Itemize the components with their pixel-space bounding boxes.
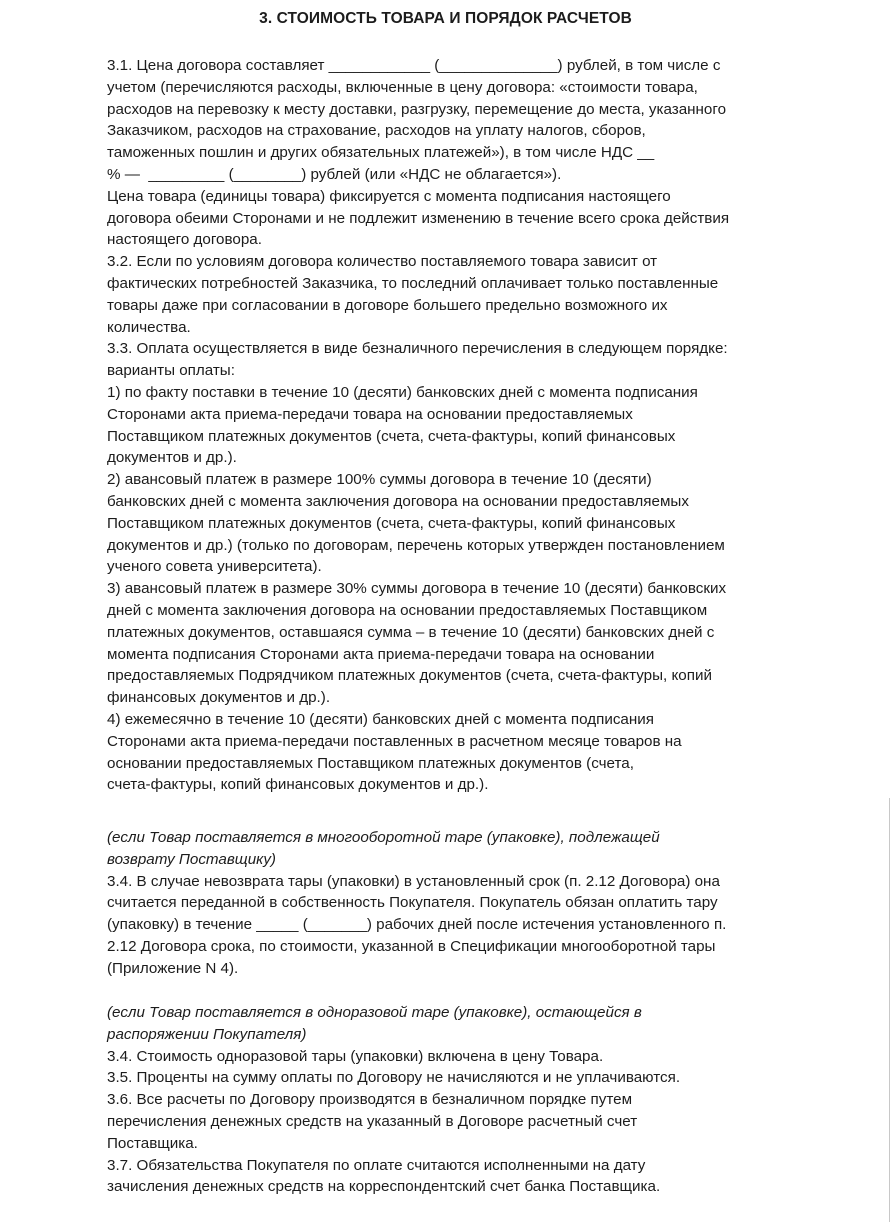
text-line: 3.1. Цена договора составляет ____________ (______________) рублей, в том числе с	[107, 57, 721, 74]
text-line: предоставляемых Подрядчиком платежных документов (счета, счета-фактуры, копий	[107, 667, 712, 685]
text-line: финансовых документов и др.).	[107, 689, 331, 707]
section-main	[107, 55, 787, 796]
text-line: Поставщиком платежных документов (счета, счета-фактуры, копий финансовых	[107, 514, 676, 532]
text-line: расходов на перевозку к месту доставки, разгрузку, перемещение до места, указанного	[107, 100, 727, 118]
text-line: банковских дней с момента заключения договора на основании предоставляемых	[107, 492, 689, 510]
text-line: Заказчиком, расходов на страхование, расходов на уплату налогов, сборов,	[107, 122, 646, 140]
text-line: 3.3. Оплата осуществляется в виде безналичного перечисления в следующем порядке:	[107, 340, 728, 358]
text-line: перечисления денежных средств на указанный в Договоре расчетный счет	[107, 1112, 638, 1130]
text-line: Поставщиком платежных документов (счета, счета-фактуры, копий финансовых	[107, 427, 676, 445]
text-line: (упаковку) в течение _____ (_______) рабочих дней после истечения установленного п.	[107, 916, 727, 934]
text-line: документов и др.).	[107, 449, 237, 467]
text-line: момента подписания Сторонами акта приема-передачи товара на основании	[107, 645, 655, 663]
text-line: считается переданной в собственность Покупателя. Покупатель обязан оплатить тару	[107, 894, 718, 912]
text-line: учетом (перечисляются расходы, включенные в цену договора: «стоимости товара,	[107, 78, 698, 96]
text-line: 2) авансовый платеж в размере 100% суммы договора в течение 10 (десяти)	[107, 471, 652, 489]
text-line: 2.12 Договора срока, по стоимости, указанной в Спецификации многооборотной тары	[107, 937, 716, 955]
text-line: Поставщика.	[107, 1134, 198, 1152]
page-edge-divider	[889, 798, 890, 1222]
text-line: 4) ежемесячно в течение 10 (десяти) банковских дней с момента подписания	[107, 710, 654, 728]
conditional-note: возврату Поставщику)	[107, 850, 276, 868]
text-line: фактических потребностей Заказчика, то последний оплачивает только поставленные	[107, 274, 719, 292]
text-line: 3.4. Стоимость одноразовой тары (упаковки) включена в цену Товара.	[107, 1047, 604, 1065]
text-line: варианты оплаты:	[107, 362, 235, 380]
conditional-note: (если Товар поставляется в одноразовой таре (упаковке), остающейся в	[107, 1004, 642, 1021]
conditional-note: распоряжении Покупателя)	[107, 1025, 307, 1043]
text-line: таможенных пошлин и других обязательных платежей»), в том числе НДС __	[107, 144, 655, 162]
section-disposable	[107, 1002, 787, 1198]
text-line: товары даже при согласовании в договоре большего предельно возможного их	[107, 296, 668, 314]
conditional-note: (если Товар поставляется в многооборотной таре (упаковке), подлежащей	[107, 829, 660, 846]
text-line: % — _________ (________) рублей (или «НДС не облагается»).	[107, 165, 562, 183]
text-line: счета-фактуры, копий финансовых документов и др.).	[107, 776, 489, 794]
text-line: 3.5. Проценты на сумму оплаты по Договору не начисляются и не уплачиваются.	[107, 1069, 681, 1087]
text-line: Цена товара (единицы товара) фиксируется с момента подписания настоящего	[107, 187, 671, 205]
text-line: 3.4. В случае невозврата тары (упаковки) в установленный срок (п. 2.12 Договора) она	[107, 872, 720, 890]
text-line: платежных документов, оставшаяся сумма – в течение 10 (десяти) банковских дней с	[107, 623, 715, 641]
text-line: 3) авансовый платеж в размере 30% суммы договора в течение 10 (десяти) банковских	[107, 580, 727, 598]
text-line: (Приложение N 4).	[107, 959, 239, 977]
text-line: количества.	[107, 318, 191, 336]
text-line: документов и др.) (только по договорам, перечень которых утвержден постановлением	[107, 536, 725, 554]
text-line: Сторонами акта приема-передачи поставленных в расчетном месяце товаров на	[107, 732, 682, 750]
text-line: дней с момента заключения договора на основании предоставляемых Поставщиком	[107, 601, 708, 619]
text-line: зачисления денежных средств на корреспондентский счет банка Поставщика.	[107, 1178, 661, 1196]
text-line: 3.2. Если по условиям договора количество поставляемого товара зависит от	[107, 253, 658, 271]
text-line: 1) по факту поставки в течение 10 (десяти) банковских дней с момента подписания	[107, 383, 698, 401]
section-title: 3. СТОИМОСТЬ ТОВАРА И ПОРЯДОК РАСЧЕТОВ	[259, 10, 632, 27]
text-line: ученого совета университета).	[107, 558, 322, 576]
text-line: договора обеими Сторонами и не подлежит изменению в течение всего срока действия	[107, 209, 730, 227]
text-line: 3.7. Обязательства Покупателя по оплате считаются исполненными на дату	[107, 1156, 646, 1174]
text-line: 3.6. Все расчеты по Договору производятся в безналичном порядке путем	[107, 1091, 633, 1109]
text-line: Сторонами акта приема-передачи товара на основании предоставляемых	[107, 405, 633, 423]
section-returnable	[107, 827, 787, 980]
text-line: настоящего договора.	[107, 231, 262, 249]
text-line: основании предоставляемых Поставщиком платежных документов (счета,	[107, 754, 634, 772]
